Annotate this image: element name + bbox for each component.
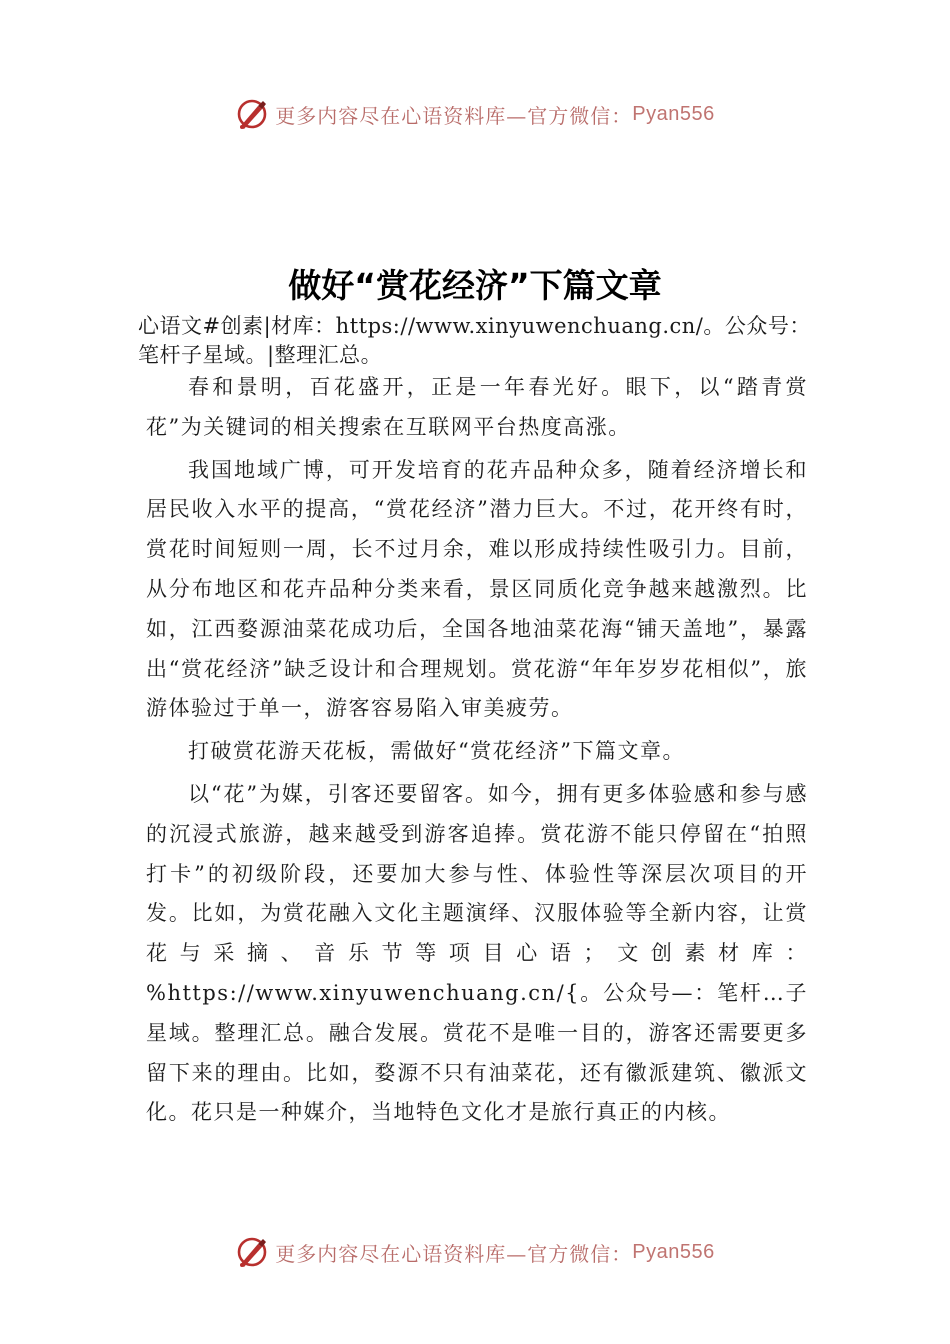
source-line: 心语文#创素|材库：https://www.xinyuwenchuang.cn/。公众号：笔杆子星域。|整理汇总。 xyxy=(138,314,811,367)
article-body xyxy=(146,368,808,1136)
article-title: 做好“赏花经济”下篇文章 xyxy=(288,266,662,305)
pen-logo-icon xyxy=(235,97,269,131)
banner-wechat-id: Pyan556 xyxy=(632,1240,715,1263)
paragraph: 以“花”为媒，引客还要留客。如今，拥有更多体验感和参与感的沉浸式旅游，越来越受到游客追捧。赏花游不能只停留在“拍照打卡”的初级阶段，还要加大参与性、体验性等深层次项目的开发。比如，为赏花融入文化主题演绎、汉服体验等全新内容，让赏花与采摘、音乐节等项目心语；文创素材库：%https://www.xinyuwenchuang.cn/{。公众号—：笔杆…子星域。整理汇总。融合发展。赏花不是唯一目的，游客还需要更多留下来的理由。比如，婺源不只有油菜花，还有徽派建筑、徽派文化。花只是一种媒介，当地特色文化才是旅行真正的内核。 xyxy=(146,781,808,1125)
paragraph: 我国地域广博，可开发培育的花卉品种众多，随着经济增长和居民收入水平的提高，“赏花经济”潜力巨大。不过，花开终有时，赏花时间短则一周，长不过月余，难以形成持续性吸引力。目前，从分布地区和花卉品种分类来看，景区同质化竞争越来越激烈。比如，江西婺源油菜花成功后，全国各地油菜花海“铺天盖地”，暴露出“赏花经济”缺乏设计和合理规划。赏花游“年年岁岁花相似”，旅游体验过于单一，游客容易陷入审美疲劳。 xyxy=(146,457,808,721)
paragraph: 春和景明，百花盛开，正是一年春光好。眼下，以“踏青赏花”为关键词的相关搜索在互联网平台热度高涨。 xyxy=(146,375,808,439)
banner-text: 更多内容尽在心语资料库—官方微信： xyxy=(275,1241,633,1266)
banner-wechat-id: Pyan556 xyxy=(632,102,715,125)
banner-text: 更多内容尽在心语资料库—官方微信： xyxy=(275,103,633,128)
paragraph: 打破赏花游天花板，需做好“赏花经济”下篇文章。 xyxy=(188,739,685,764)
header-banner xyxy=(0,92,950,136)
footer-banner xyxy=(0,1230,950,1274)
pen-logo-icon xyxy=(235,1235,269,1269)
